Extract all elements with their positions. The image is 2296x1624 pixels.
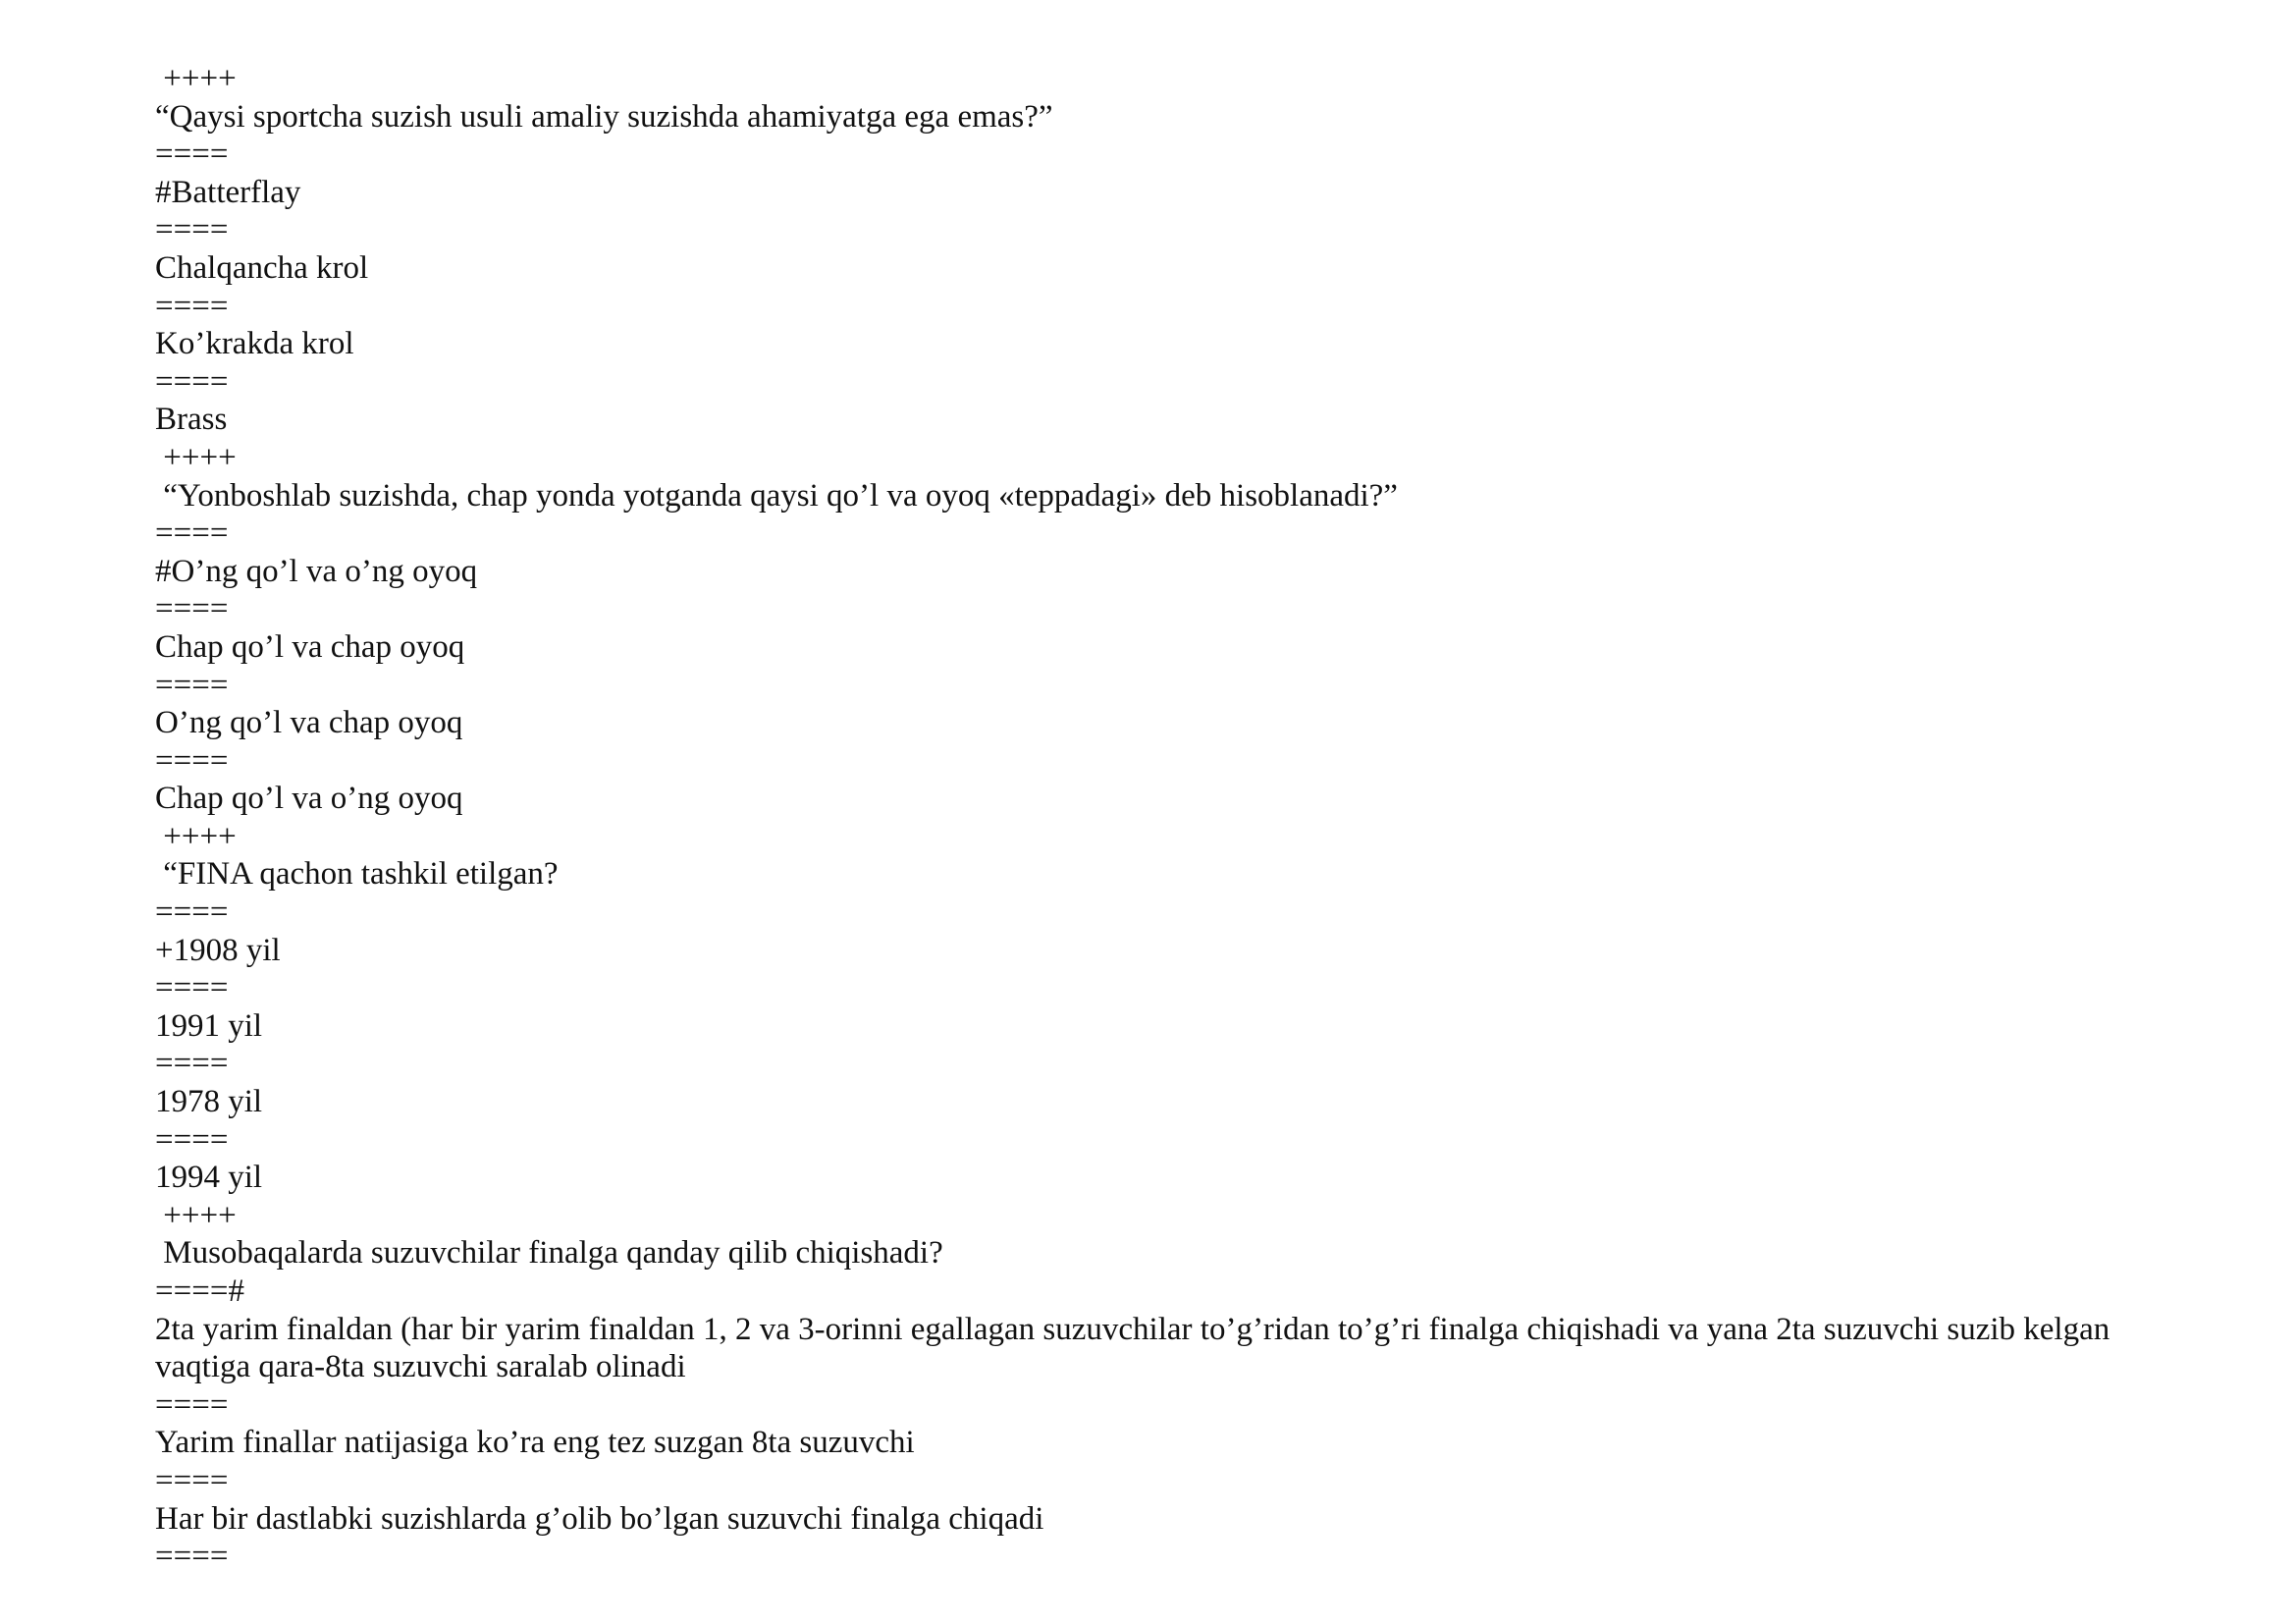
question-marker: ++++	[155, 439, 237, 475]
question-text: “Yonboshlab suzishda, chap yonda yotganda qaysi qo’l va oyoq «teppadagi» deb hisoblanadi?”	[155, 477, 1398, 514]
answer-option: Chalqancha krol	[155, 249, 369, 286]
answer-separator: ====	[155, 894, 229, 931]
question-text: “Qaysi sportcha suzish usuli amaliy suzishda ahamiyatga ega emas?”	[155, 98, 1053, 135]
answer-separator: ====	[155, 136, 229, 173]
answer-separator: ====#	[155, 1273, 244, 1309]
answer-separator: ====	[155, 363, 229, 400]
answer-separator: ====	[155, 515, 229, 552]
question-text: “FINA qachon tashkil etilgan?	[155, 856, 559, 893]
answer-option: 1991 yil	[155, 1007, 263, 1044]
answer-option: Yarim finallar natijasiga ko’ra eng tez suzgan 8ta suzuvchi	[155, 1425, 915, 1461]
question-marker: ++++	[155, 818, 237, 854]
answer-separator: ====	[155, 1046, 229, 1082]
answer-separator: ====	[155, 212, 229, 248]
answer-option: 1994 yil	[155, 1160, 263, 1196]
answer-option: Chap qo’l va o’ng oyoq	[155, 781, 463, 817]
answer-separator: ====	[155, 970, 229, 1006]
document-page	[155, 60, 2158, 1576]
answer-separator: ====	[155, 667, 229, 703]
answer-option: Brass	[155, 402, 228, 438]
answer-separator: ====	[155, 591, 229, 627]
question-text: Musobaqalarda suzuvchilar finalga qanday qilib chiqishadi?	[155, 1235, 943, 1272]
question-marker: ++++	[155, 1197, 237, 1233]
answer-option: Har bir dastlabki suzishlarda g’olib bo’lgan suzuvchi finalga chiqadi	[155, 1500, 1044, 1537]
question-marker: ++++	[155, 61, 237, 96]
answer-option: Ko’krakda krol	[155, 326, 354, 362]
answer-option: #Batterflay	[155, 174, 301, 210]
answer-separator: ====	[155, 1462, 229, 1498]
answer-option: O’ng qo’l va chap oyoq	[155, 705, 463, 741]
answer-separator: ====	[155, 1539, 229, 1575]
answer-separator: ====	[155, 742, 229, 779]
answer-option: +1908 yil	[155, 932, 281, 968]
answer-option: #O’ng qo’l va o’ng oyoq	[155, 553, 478, 589]
answer-option: 2ta yarim finaldan (har bir yarim finaldan 1, 2 va 3-orinni egallagan suzuvchilar to’g’ridan to’g’ri finalga chiqishadi va yana 2ta suzuvchi suzib kelgan vaqtiga qara-8ta suzuvchi saralab olinadi	[155, 1311, 2118, 1385]
answer-option: Chap qo’l va chap oyoq	[155, 628, 465, 665]
answer-option: 1978 yil	[155, 1084, 263, 1120]
answer-separator: ====	[155, 288, 229, 324]
answer-separator: ====	[155, 1386, 229, 1423]
answer-separator: ====	[155, 1121, 229, 1158]
